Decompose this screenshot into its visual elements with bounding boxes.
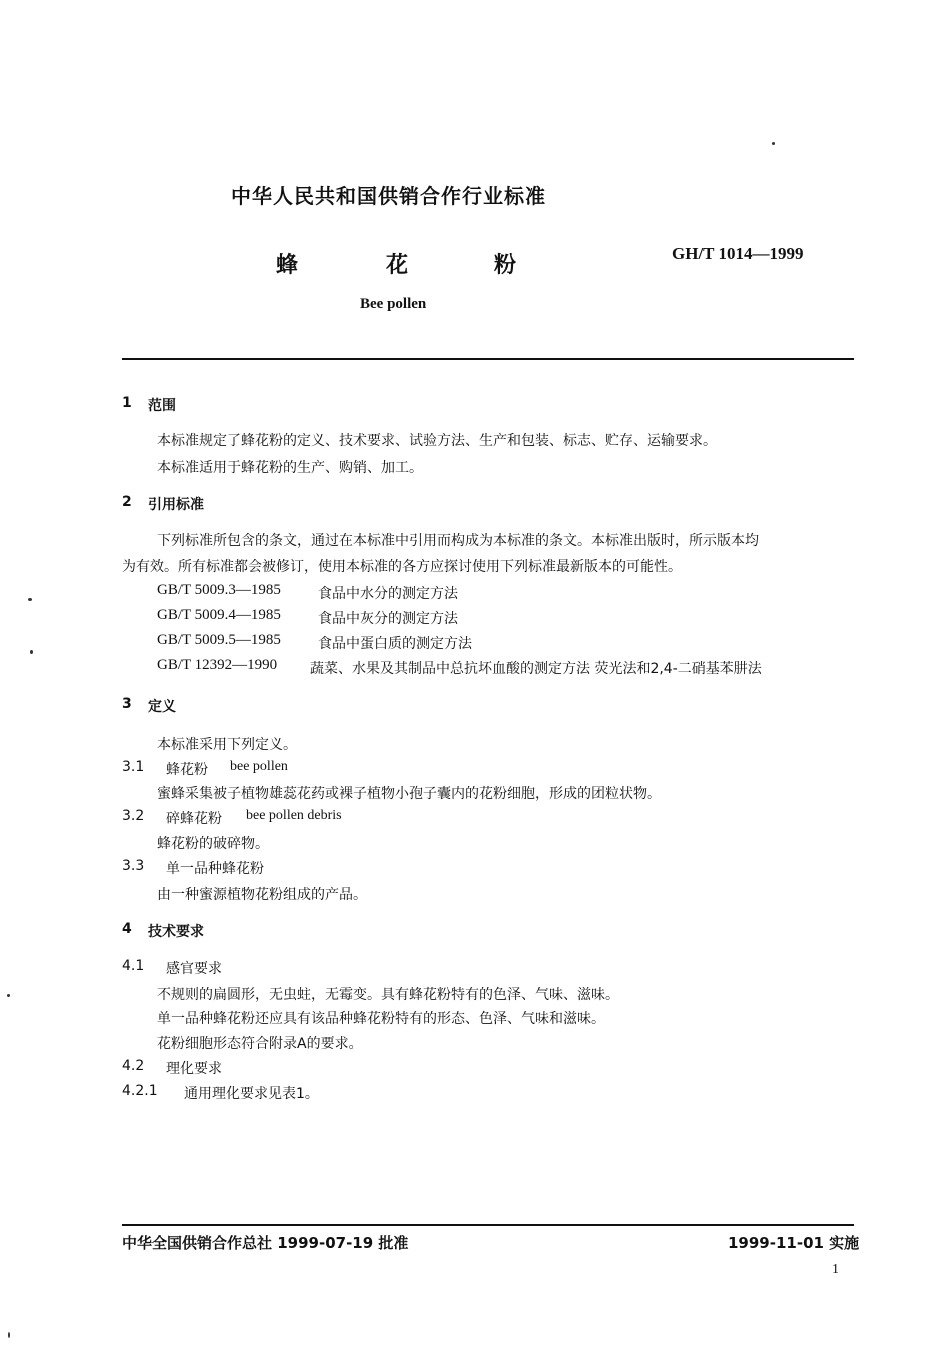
subsection-4-1-para-3: 花粉细胞形态符合附录A的要求。 (157, 1036, 363, 1052)
title-char-3: 粉 (494, 253, 517, 278)
scan-speck (28, 598, 32, 601)
definition-term-english: bee pollen debris (246, 808, 342, 823)
definition-number: 3.3 (122, 858, 145, 874)
scan-speck (30, 650, 33, 654)
scan-speck (7, 994, 10, 997)
approval-info: 中华全国供销合作总社 1999-07-19 批准 (122, 1234, 409, 1252)
definition-term: 单一品种蜂花粉 (166, 861, 264, 877)
reference-title: 蔬菜、水果及其制品中总抗坏血酸的测定方法 荧光法和2,4-二硝基苯肼法 (310, 661, 762, 677)
definition-term-english: bee pollen (230, 759, 288, 774)
scan-speck (8, 1332, 10, 1338)
subsection-4-2-1-text: 通用理化要求见表1。 (184, 1086, 319, 1102)
definition-term: 蜂花粉 (166, 762, 208, 778)
standard-code: GH/T 1014—1999 (672, 244, 804, 263)
subsection-4-1-para-2: 单一品种蜂花粉还应具有该品种蜂花粉特有的形态、色泽、气味和滋味。 (157, 1011, 605, 1027)
reference-code: GB/T 5009.3—1985 (157, 582, 281, 598)
page-number: 1 (832, 1262, 839, 1277)
reference-title: 食品中灰分的测定方法 (318, 611, 458, 627)
section-2-number: 2 (122, 494, 132, 510)
definition-description: 蜜蜂采集被子植物雄蕊花药或裸子植物小孢子囊内的花粉细胞，形成的团粒状物。 (157, 786, 661, 802)
section-4-number: 4 (122, 921, 132, 937)
header-divider (122, 358, 854, 360)
scan-speck (772, 142, 775, 145)
section-1-para-1: 本标准规定了蜂花粉的定义、技术要求、试验方法、生产和包装、标志、贮存、运输要求。 (157, 433, 717, 449)
subsection-4-1-number: 4.1 (122, 958, 145, 974)
reference-code: GB/T 12392—1990 (157, 657, 278, 673)
issuing-organization: 中华人民共和国供销合作行业标准 (231, 184, 546, 208)
subsection-4-2-title: 理化要求 (166, 1061, 222, 1077)
english-title: Bee pollen (360, 296, 427, 312)
title-char-2: 花 (386, 253, 409, 278)
section-3-heading: 定义 (148, 699, 176, 715)
section-2-para-line-2: 为有效。所有标准都会被修订，使用本标准的各方应探讨使用下列标准最新版本的可能性。 (122, 559, 682, 575)
section-4-heading: 技术要求 (148, 924, 204, 940)
definition-description: 蜂花粉的破碎物。 (157, 836, 269, 852)
section-1-para-2: 本标准适用于蜂花粉的生产、购销、加工。 (157, 460, 423, 476)
subsection-4-1-para-1: 不规则的扁圆形，无虫蛀，无霉变。具有蜂花粉特有的色泽、气味、滋味。 (157, 987, 619, 1003)
reference-code: GB/T 5009.4—1985 (157, 607, 281, 623)
section-2-heading: 引用标准 (148, 497, 204, 513)
definition-number: 3.2 (122, 808, 145, 824)
subsection-4-2-number: 4.2 (122, 1058, 145, 1074)
implementation-date: 1999-11-01 实施 (728, 1234, 860, 1252)
reference-title: 食品中蛋白质的测定方法 (318, 636, 472, 652)
definition-term: 碎蜂花粉 (166, 811, 222, 827)
definition-description: 由一种蜜源植物花粉组成的产品。 (157, 887, 367, 903)
section-1-heading: 范围 (148, 398, 176, 414)
definition-number: 3.1 (122, 759, 145, 775)
section-1-number: 1 (122, 395, 132, 411)
title-char-1: 蜂 (276, 253, 299, 278)
section-3-number: 3 (122, 696, 132, 712)
subsection-4-2-1-number: 4.2.1 (122, 1083, 158, 1099)
footer-divider (122, 1224, 854, 1226)
section-3-intro: 本标准采用下列定义。 (157, 737, 297, 753)
reference-title: 食品中水分的测定方法 (318, 586, 458, 602)
reference-code: GB/T 5009.5—1985 (157, 632, 281, 648)
section-2-para-line-1: 下列标准所包含的条文，通过在本标准中引用而构成为本标准的条文。本标准出版时，所示版本均 (157, 533, 759, 549)
subsection-4-1-title: 感官要求 (166, 961, 222, 977)
